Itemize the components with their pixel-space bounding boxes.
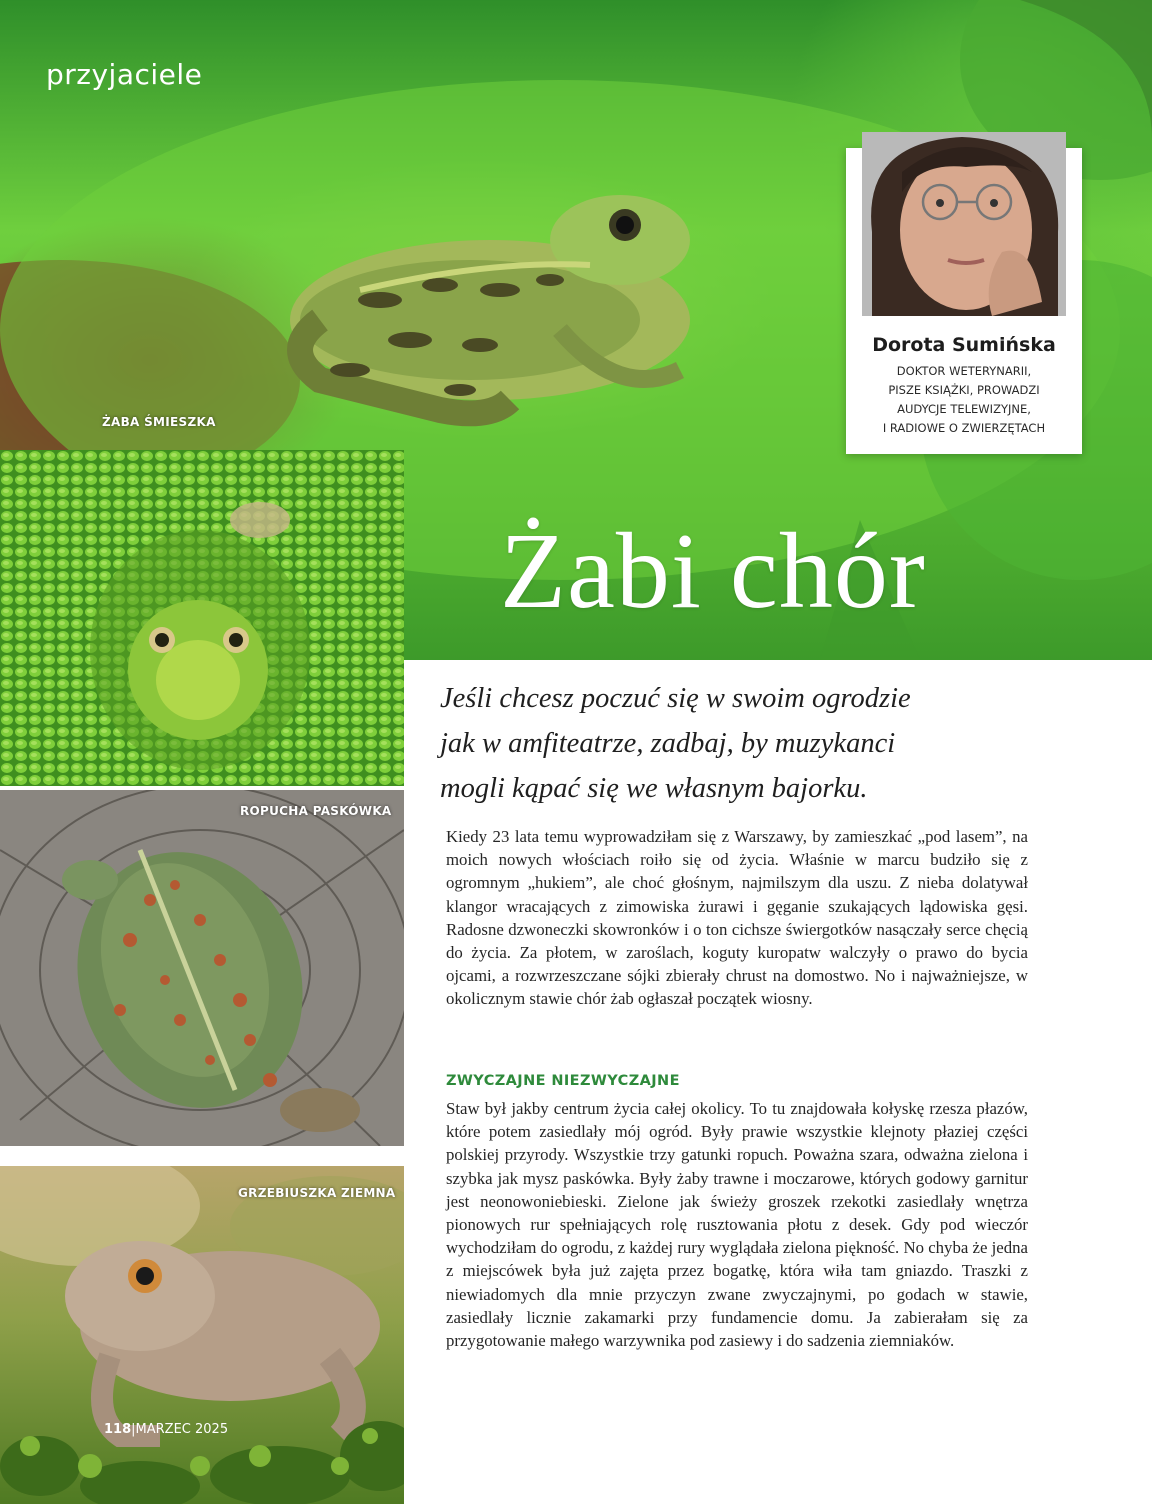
photo-ropucha-paskowka xyxy=(0,790,404,1146)
pool-frog-image xyxy=(260,170,720,440)
author-box xyxy=(846,148,1082,454)
body-paragraph-2: Staw był jakby centrum życia całej okolicy. To tu znajdowała kołyskę rzesza płazów, które potem zasiedlały mój ogród. Były prawie wszystkie klejnoty płaziej części polskiej przyrody. Wszystkie trzy gatunki ropuch. Poważna szara, odważna zielona i szybka jak mysz paskówka. Były żaby trawne i moczarowe, których godowy garnitur jest neonowoniebieski. Zielone jak świeży groszek rzekotki zasiedlały wnętrza pionowych rur spełniających rolę rusztowania płotu z desek. Gdy pod wieczór wychodziłam do ogrodu, z każdej rury wyglądała zielona piękność. No chyba że jedna z miejscówek była już zajęta przez bogatkę, która wiła tam gniazdo. Traszki z niewiadomych dla mnie przyczyn zwane zwyczajnymi, po godach w stawie, zasiedlały licznie zakamarki przy fundamencie domu. Ja zabierałam się za przygotowanie małego warzywnika pod zasiewy i do sadzenia ziemniaków. xyxy=(446,1099,1028,1351)
author-name: Dorota Sumińska xyxy=(872,334,1056,356)
body-paragraph-1: Kiedy 23 lata temu wyprowadziłam się z Warszawy, by zamieszkać „pod lasem”, na moich nowych włościach roiło się od życia. Właśnie w marcu budziło się z ogromnym „hukiem”, ale choć głośnym, najmilszym dla uszu. Z nieba dolatywał klangor wracających z zimowiska żurawi i gęganie szukających lądowiska gęsi. Radosne dzwoneczki skowronków i o ton cichsze świergotków nasączały serce chęcią do życia. Za płotem, w zaroślach, koguty kuropatw walczyły o prawo do bycia ojcami, a rozwrzeszczane sójki zbierały chrust na domostwo. No i najważniejsze, w okolicznym stawie chór żab ogłaszał początek wiosny. xyxy=(446,827,1028,1009)
caption-photo3: GRZEBIUSZKA ZIEMNA xyxy=(238,1186,396,1200)
spadefoot-toad-image xyxy=(0,1166,404,1504)
title-text: Żabi chór xyxy=(500,512,926,631)
author-role: DOKTOR WETERYNARII, PISZE KSIĄŻKI, PROWADZI AUDYCJE TELEWIZYJNE, I RADIOWE O ZWIERZĘTACH xyxy=(882,364,1046,435)
frog-duckweed-image xyxy=(0,450,404,786)
lead-paragraph: Jeśli chcesz poczuć się w swoim ogrodzie jak w amfiteatrze, zadbaj, by muzykanci mogli kąpać się we własnym bajorku. xyxy=(440,683,911,804)
subheading: ZWYCZAJNE NIEZWYCZAJNE xyxy=(446,1073,680,1089)
section-label: przyjaciele xyxy=(46,58,203,91)
issue-date: MARZEC 2025 xyxy=(135,1422,229,1437)
folio-separator: | xyxy=(131,1422,136,1437)
caption-photo2: ROPUCHA PASKÓWKA xyxy=(240,804,392,818)
toad-on-stump-image xyxy=(0,790,404,1146)
article-title xyxy=(500,510,926,634)
author-portrait xyxy=(862,132,1066,316)
photo-zaba-smieszka xyxy=(0,450,404,786)
photo-grzebiuszka-ziemna xyxy=(0,1166,404,1504)
caption-photo1: ŻABA ŚMIESZKA xyxy=(102,415,216,429)
page-number: 118 xyxy=(104,1422,132,1437)
page-folio xyxy=(104,1422,228,1437)
